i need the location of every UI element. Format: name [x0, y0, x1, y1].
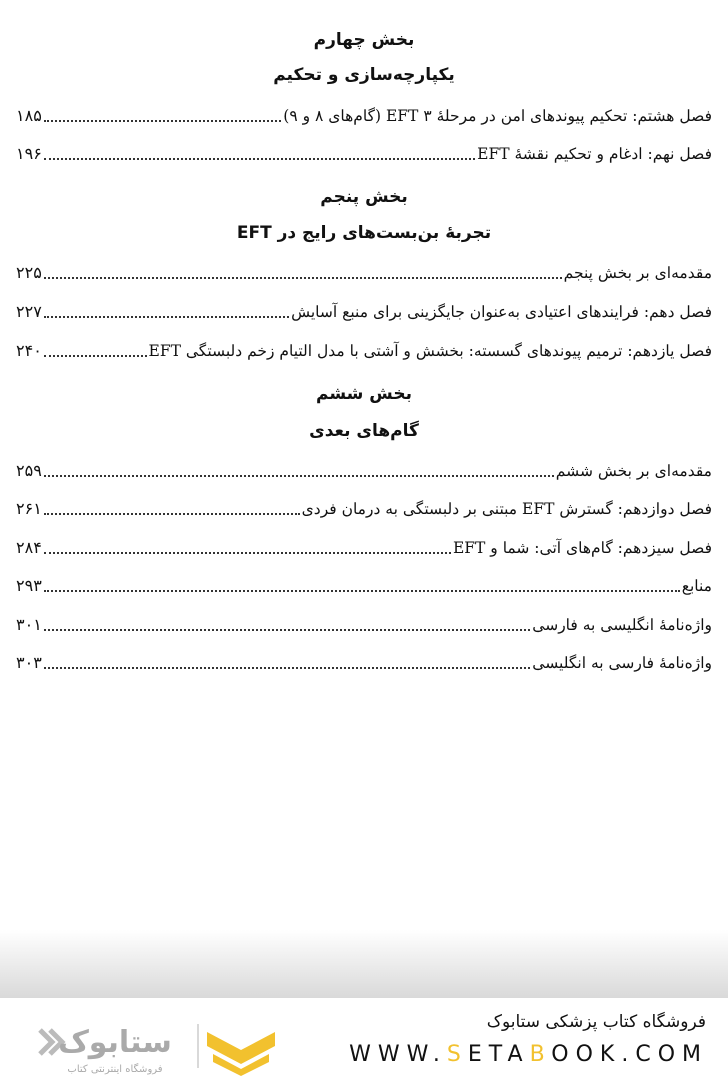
- entry-title: فصل دهم: فرایندهای اعتیادی به‌عنوان جایگزینی برای منبع آسایش: [291, 303, 712, 321]
- dot-leader: [44, 120, 282, 122]
- svg-text:ستابوک: ستابوک: [58, 1025, 172, 1060]
- entry-page: ۲۲۵: [16, 263, 42, 282]
- entry-title: فصل یازدهم: ترمیم پیوندهای گسسته: بخشش و آشتی با مدل التیام زخم دلبستگی EFT: [148, 342, 712, 360]
- part-5-label: بخش پنجم: [320, 187, 408, 207]
- dot-leader: [44, 552, 451, 554]
- entry-title: مقدمه‌ای بر بخش ششم: [555, 462, 712, 480]
- entry-title: منابع: [681, 577, 712, 595]
- dot-leader: [44, 629, 531, 631]
- footer-banner: [0, 998, 728, 1079]
- entry-title: مقدمه‌ای بر بخش پنجم: [563, 264, 712, 282]
- dot-leader: [44, 316, 289, 318]
- entry-title: فصل سیزدهم: گام‌های آتی: شما و EFT: [452, 539, 712, 557]
- part-5-title: تجربهٔ بن‌بست‌های رایج در EFT: [236, 223, 492, 243]
- toc-entry[interactable]: [16, 260, 712, 284]
- entry-title: فصل نهم: ادغام و تحکیم نقشهٔ EFT: [477, 145, 712, 163]
- entry-title: واژه‌نامهٔ فارسی به انگلیسی: [532, 654, 712, 672]
- entry-title: فصل دوازدهم: گسترش EFT مبتنی بر دلبستگی به درمان فردی: [301, 500, 712, 518]
- toc-entry[interactable]: [16, 458, 712, 482]
- entry-page: ۳۰۳: [16, 653, 42, 672]
- dot-leader: [44, 277, 562, 279]
- svg-text:فروشگاه اینترنتی کتاب: فروشگاه اینترنتی کتاب: [67, 1064, 163, 1075]
- entry-page: ۲۲۷: [16, 302, 42, 321]
- setabook-logo[interactable]: [35, 1016, 280, 1080]
- dot-leader: [44, 158, 475, 160]
- dot-leader: [44, 475, 554, 477]
- store-url[interactable]: WWW.SETABOOK.COM: [349, 1042, 708, 1067]
- toc-entry[interactable]: [16, 573, 712, 597]
- entry-page: ۱۸۵: [16, 106, 42, 125]
- entry-page: ۲۴۰: [16, 341, 42, 360]
- toc-entry[interactable]: [16, 338, 712, 362]
- part-4-title: یکپارچه‌سازی و تحکیم: [273, 65, 455, 85]
- dot-leader: [44, 513, 300, 515]
- toc-entry[interactable]: [16, 496, 712, 520]
- entry-title: فصل هشتم: تحکیم پیوندهای امن در مرحلهٔ ۳ EFT (گام‌های ۸ و ۹): [283, 107, 712, 125]
- entry-page: ۳۰۱: [16, 615, 42, 634]
- part-6-title: گام‌های بعدی: [309, 421, 419, 441]
- part-6-label: بخش ششم: [316, 384, 412, 404]
- entry-page: ۱۹۶: [16, 144, 42, 163]
- toc-entry[interactable]: [16, 103, 712, 127]
- dot-leader: [44, 355, 147, 357]
- entry-page: ۲۵۹: [16, 461, 42, 480]
- toc-entry[interactable]: [16, 141, 712, 165]
- store-name: فروشگاه کتاب پزشکی ستابوک: [486, 1012, 706, 1032]
- toc-entry[interactable]: [16, 612, 712, 636]
- page-shadow: [0, 930, 728, 998]
- dot-leader: [44, 667, 531, 669]
- toc-entry[interactable]: [16, 535, 712, 559]
- toc-entry[interactable]: [16, 299, 712, 323]
- toc-entry[interactable]: [16, 650, 712, 674]
- entry-title: واژه‌نامهٔ انگلیسی به فارسی: [532, 616, 712, 634]
- entry-page: ۲۸۴: [16, 538, 42, 557]
- entry-page: ۲۹۳: [16, 576, 42, 595]
- entry-page: ۲۶۱: [16, 499, 42, 518]
- dot-leader: [44, 590, 680, 592]
- part-4-label: بخش چهارم: [313, 30, 415, 50]
